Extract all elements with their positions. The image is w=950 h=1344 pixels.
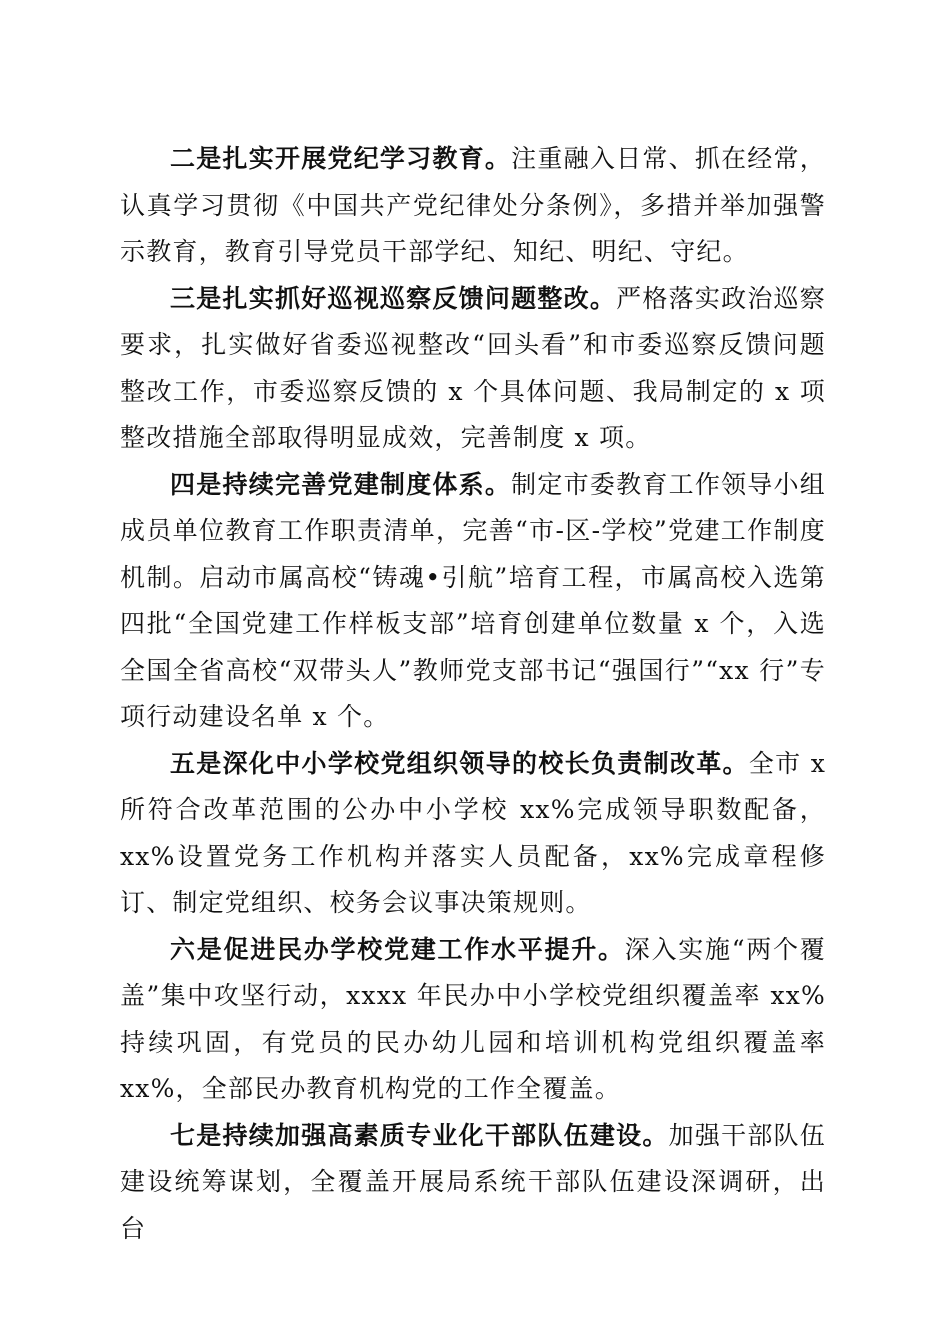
paragraph bbox=[120, 462, 826, 741]
paragraph-heading: 二是扎实开展党纪学习教育。 bbox=[170, 144, 512, 173]
paragraph bbox=[120, 136, 826, 276]
paragraph bbox=[120, 1113, 826, 1253]
document-body bbox=[120, 136, 826, 1252]
paragraph-heading: 四是持续完善党建制度体系。 bbox=[170, 469, 512, 499]
paragraph-heading: 五是深化中小学校党组织领导的校长负责制改革。 bbox=[170, 748, 749, 778]
paragraph-text: 严格落实政治巡察要求，扎实做好省委巡视整改“回头看”和市委巡察反馈问题整改工作，市委巡察反馈的 x 个具体问题、我局制定的 x 项整改措施全部取得明显成效，完善制度 x 项。 bbox=[120, 283, 826, 452]
paragraph bbox=[120, 276, 826, 462]
paragraph-text: 加强干部队伍建设统筹谋划，全覆盖开展局系统干部队伍建设深调研，出台 bbox=[120, 1120, 826, 1243]
paragraph-text: 注重融入日常、抓在经常，认真学习贯彻《中国共产党纪律处分条例》，多措并举加强警示教育，教育引导党员干部学纪、知纪、明纪、守纪。 bbox=[120, 144, 826, 266]
paragraph-heading: 七是持续加强高素质专业化干部队伍建设。 bbox=[170, 1120, 669, 1150]
paragraph bbox=[120, 741, 826, 927]
paragraph-heading: 三是扎实抓好巡视巡察反馈问题整改。 bbox=[170, 283, 617, 313]
paragraph-text: 制定市委教育工作领导小组成员单位教育工作职责清单，完善“市-区-学校”党建工作制度机制。启动市属高校“铸魂•引航”培育工程，市属高校入选第四批“全国党建工作样板支部”培育创建单位数量 x 个，入选全国全省高校“双带头人”教师党支部书记“强国行”“xx 行”专项行动建设名单 x 个。 bbox=[120, 469, 826, 731]
paragraph bbox=[120, 927, 826, 1113]
paragraph-text: 全市 x 所符合改革范围的公办中小学校 xx%完成领导职数配备，xx%设置党务工作机构并落实人员配备，xx%完成章程修订、制定党组织、校务会议事决策规则。 bbox=[120, 748, 826, 917]
paragraph-text: 深入实施“两个覆盖”集中攻坚行动，xxxx 年民办中小学校党组织覆盖率 xx%持续巩固，有党员的民办幼儿园和培训机构党组织覆盖率 xx%，全部民办教育机构党的工作全覆盖。 bbox=[120, 934, 826, 1103]
paragraph-heading: 六是促进民办学校党建工作水平提升。 bbox=[170, 934, 625, 964]
